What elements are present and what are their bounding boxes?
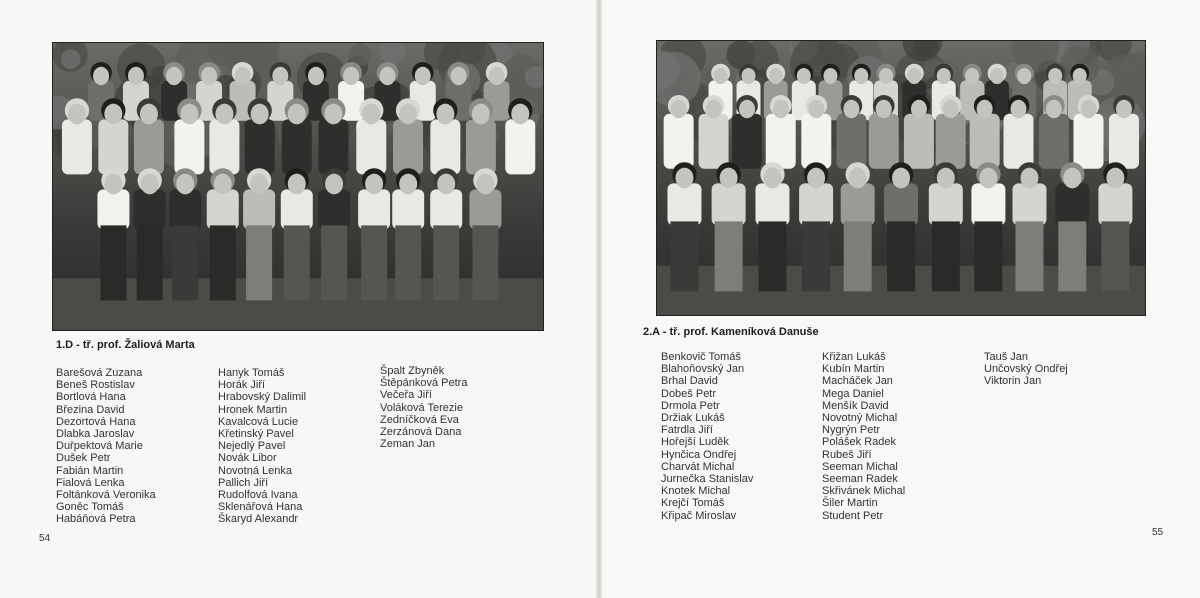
person-body bbox=[664, 114, 694, 169]
student-name: Sklenářová Hana bbox=[218, 501, 303, 514]
student-name: Nygrýn Petr bbox=[822, 424, 881, 437]
person-face bbox=[1017, 68, 1031, 84]
person-body bbox=[884, 183, 918, 225]
student-name: Jurnečka Stanislav bbox=[661, 473, 754, 486]
person-face bbox=[671, 100, 687, 118]
person-legs bbox=[802, 221, 830, 291]
person-face bbox=[714, 68, 728, 84]
person-face bbox=[437, 174, 455, 195]
person-face bbox=[365, 174, 383, 195]
student-name: Rubeš Jiří bbox=[822, 448, 872, 461]
student-name: Brhal David bbox=[661, 375, 718, 388]
person-legs bbox=[1015, 221, 1043, 291]
student-name: Viktorin Jan bbox=[984, 375, 1042, 388]
person-face bbox=[937, 168, 955, 189]
student-name: Škaryd Alexandr bbox=[218, 513, 299, 526]
person-body bbox=[904, 114, 934, 169]
student-name: Krejčí Tomáš bbox=[661, 497, 725, 510]
name-column-2 bbox=[822, 351, 905, 522]
person-body bbox=[62, 119, 92, 174]
person-legs bbox=[887, 221, 915, 291]
student-name: Bortlová Hana bbox=[56, 391, 126, 404]
person-face bbox=[675, 168, 693, 189]
person-body bbox=[1098, 183, 1132, 225]
person-face bbox=[1046, 100, 1062, 118]
person-face bbox=[176, 174, 194, 195]
person-body bbox=[836, 114, 866, 169]
student-name: Nejedlý Pavel bbox=[218, 440, 286, 453]
student-name: Fatrdla Jiří bbox=[661, 424, 713, 437]
student-name: Zeman Jan bbox=[380, 438, 436, 451]
person-face bbox=[288, 174, 306, 195]
student-name: Mega Daniel bbox=[822, 387, 884, 400]
person-face bbox=[93, 67, 109, 85]
student-name: Skřivánek Michal bbox=[822, 485, 906, 498]
name-column-2 bbox=[218, 367, 306, 526]
person-face bbox=[1106, 168, 1124, 189]
person-face bbox=[436, 104, 454, 125]
person-face bbox=[876, 100, 892, 118]
person-body bbox=[801, 114, 831, 169]
name-column-1 bbox=[56, 367, 156, 526]
name-column-3 bbox=[984, 351, 1068, 388]
person-body bbox=[243, 189, 275, 229]
student-name: Zerzánová Dana bbox=[380, 426, 462, 439]
person-face bbox=[399, 174, 417, 195]
student-name: Šiler Martin bbox=[822, 497, 878, 510]
student-name: Dlabka Jaroslav bbox=[56, 428, 135, 441]
person-face bbox=[68, 104, 86, 125]
person-face bbox=[324, 104, 342, 125]
person-face bbox=[943, 100, 959, 118]
student-name: Student Petr bbox=[822, 509, 884, 522]
student-name: Unčovský Ondřej bbox=[984, 363, 1068, 376]
student-name: Knotek Michal bbox=[661, 485, 731, 498]
person-legs bbox=[974, 221, 1002, 291]
student-name: Novotná Lenka bbox=[218, 464, 292, 477]
person-legs bbox=[670, 221, 698, 291]
person-face bbox=[215, 104, 233, 125]
student-name: Špalt Zbyněk bbox=[380, 365, 445, 377]
person-face bbox=[1010, 100, 1026, 118]
person-face bbox=[250, 174, 268, 195]
person-face bbox=[343, 67, 359, 85]
person-face bbox=[180, 104, 198, 125]
class-photo-2a bbox=[656, 40, 1146, 316]
person-face bbox=[849, 168, 867, 189]
person-face bbox=[1048, 68, 1062, 84]
person-body bbox=[929, 183, 963, 225]
person-face bbox=[511, 104, 529, 125]
person-body bbox=[358, 189, 390, 229]
person-body bbox=[430, 119, 460, 174]
person-legs bbox=[932, 221, 960, 291]
person-legs bbox=[284, 225, 310, 300]
left-page bbox=[0, 0, 598, 598]
student-name: Goněc Tomáš bbox=[56, 501, 124, 514]
person-face bbox=[415, 67, 431, 85]
person-body bbox=[318, 189, 350, 229]
class-caption-1d: 1.D - tř. prof. Žaliová Marta bbox=[56, 339, 195, 351]
person-legs bbox=[1058, 221, 1086, 291]
person-face bbox=[379, 67, 395, 85]
person-face bbox=[797, 68, 811, 84]
person-face bbox=[141, 174, 159, 195]
person-body bbox=[841, 183, 875, 225]
person-face bbox=[166, 67, 182, 85]
student-name: Držiak Lukáš bbox=[661, 412, 725, 425]
person-body bbox=[430, 189, 462, 229]
class-photo-1d bbox=[52, 42, 544, 331]
person-face bbox=[807, 168, 825, 189]
class-photo-1d-image bbox=[53, 43, 543, 330]
person-body bbox=[766, 114, 796, 169]
student-name: Tauš Jan bbox=[984, 351, 1029, 363]
page-number-right: 55 bbox=[1152, 527, 1164, 538]
person-body bbox=[245, 119, 275, 174]
person-body bbox=[936, 114, 966, 169]
person-face bbox=[128, 67, 144, 85]
student-name: Fabián Martin bbox=[56, 464, 124, 477]
person-face bbox=[706, 100, 722, 118]
student-name: Macháček Jan bbox=[822, 375, 893, 388]
person-legs bbox=[472, 225, 498, 300]
person-body bbox=[281, 189, 313, 229]
person-legs bbox=[172, 225, 198, 300]
person-face bbox=[769, 68, 783, 84]
page-number-left: 54 bbox=[39, 533, 51, 544]
person-face bbox=[451, 67, 467, 85]
person-body bbox=[318, 119, 348, 174]
person-legs bbox=[395, 225, 421, 300]
person-face bbox=[1020, 168, 1038, 189]
person-legs bbox=[361, 225, 387, 300]
person-face bbox=[892, 168, 910, 189]
person-body bbox=[1073, 114, 1103, 169]
person-legs bbox=[100, 225, 126, 300]
person-face bbox=[911, 100, 927, 118]
class-photo-2a-image bbox=[657, 41, 1145, 315]
student-name: Fialová Lenka bbox=[56, 476, 125, 489]
person-body bbox=[282, 119, 312, 174]
person-face bbox=[476, 174, 494, 195]
person-legs bbox=[1101, 221, 1129, 291]
person-body bbox=[469, 189, 501, 229]
person-body bbox=[971, 183, 1005, 225]
person-body bbox=[732, 114, 762, 169]
person-face bbox=[472, 104, 490, 125]
foliage-blob bbox=[61, 49, 81, 69]
person-body bbox=[209, 119, 239, 174]
student-name: Menšík David bbox=[822, 399, 889, 412]
person-body bbox=[97, 189, 129, 229]
student-name: Křižan Lukáš bbox=[822, 351, 886, 363]
person-body bbox=[392, 189, 424, 229]
student-name: Polášek Radek bbox=[822, 436, 896, 449]
student-name: Novák Libor bbox=[218, 452, 277, 465]
student-name: Kavalcová Lucie bbox=[218, 415, 299, 428]
person-body bbox=[134, 189, 166, 229]
person-face bbox=[140, 104, 158, 125]
person-body bbox=[356, 119, 386, 174]
student-name: Hořejší Luděk bbox=[661, 436, 729, 449]
person-face bbox=[201, 67, 217, 85]
student-name: Pallich Jiří bbox=[218, 476, 269, 489]
student-name: Hanyk Tomáš bbox=[218, 367, 285, 379]
student-name: Dobeš Petr bbox=[661, 387, 717, 400]
student-name: Hynčica Ondřej bbox=[661, 448, 737, 461]
person-face bbox=[214, 174, 232, 195]
person-legs bbox=[246, 225, 272, 300]
person-body bbox=[98, 119, 128, 174]
person-face bbox=[308, 67, 324, 85]
student-name: Blahoňovský Jan bbox=[661, 363, 745, 376]
student-name: Zedníčková Eva bbox=[380, 413, 459, 426]
person-face bbox=[977, 100, 993, 118]
person-body bbox=[134, 119, 164, 174]
student-name: Hronek Martin bbox=[218, 403, 288, 416]
student-name: Kubín Martin bbox=[822, 363, 885, 376]
student-name: Novotný Michal bbox=[822, 412, 898, 425]
person-face bbox=[272, 67, 288, 85]
student-name: Křipač Miroslav bbox=[661, 509, 737, 522]
person-face bbox=[1063, 168, 1081, 189]
person-face bbox=[879, 68, 893, 84]
person-face bbox=[489, 67, 505, 85]
person-face bbox=[979, 168, 997, 189]
person-face bbox=[843, 100, 859, 118]
person-body bbox=[970, 114, 1000, 169]
person-face bbox=[739, 100, 755, 118]
student-name: Dezortová Hana bbox=[56, 415, 136, 428]
student-name: Seeman Michal bbox=[822, 460, 898, 473]
student-name: Horák Jiří bbox=[218, 379, 266, 392]
person-body bbox=[699, 114, 729, 169]
name-column-3 bbox=[380, 365, 467, 450]
person-body bbox=[869, 114, 899, 169]
person-body bbox=[667, 183, 701, 225]
name-column-1 bbox=[661, 351, 753, 522]
student-name: Foltánková Veronika bbox=[56, 489, 156, 502]
person-face bbox=[720, 168, 738, 189]
person-legs bbox=[137, 225, 163, 300]
person-body bbox=[207, 189, 239, 229]
person-face bbox=[808, 100, 824, 118]
class-caption-2a: 2.A - tř. prof. Kameníková Danuše bbox=[643, 326, 819, 338]
person-face bbox=[1080, 100, 1096, 118]
student-name: Rudolfová Ivana bbox=[218, 489, 298, 502]
student-name: Březina David bbox=[56, 403, 125, 416]
student-name: Habáňová Petra bbox=[56, 513, 136, 526]
person-face bbox=[854, 68, 868, 84]
person-face bbox=[990, 68, 1004, 84]
person-body bbox=[1003, 114, 1033, 169]
person-face bbox=[965, 68, 979, 84]
person-legs bbox=[844, 221, 872, 291]
student-name: Štěpánková Petra bbox=[380, 377, 468, 390]
student-name: Drmola Petr bbox=[661, 399, 720, 412]
person-body bbox=[174, 119, 204, 174]
person-face bbox=[362, 104, 380, 125]
person-face bbox=[773, 100, 789, 118]
person-legs bbox=[210, 225, 236, 300]
person-body bbox=[712, 183, 746, 225]
person-legs bbox=[715, 221, 743, 291]
student-name: Voláková Terezie bbox=[380, 401, 463, 414]
person-face bbox=[742, 68, 756, 84]
student-name: Dušek Petr bbox=[56, 452, 111, 465]
person-face bbox=[907, 68, 921, 84]
person-body bbox=[1055, 183, 1089, 225]
person-body bbox=[799, 183, 833, 225]
student-name: Beneš Rostislav bbox=[56, 379, 135, 392]
person-legs bbox=[433, 225, 459, 300]
student-name: Křetinský Pavel bbox=[218, 428, 294, 441]
person-body bbox=[755, 183, 789, 225]
student-name: Seeman Radek bbox=[822, 473, 898, 486]
person-body bbox=[505, 119, 535, 174]
person-body bbox=[466, 119, 496, 174]
person-face bbox=[1073, 68, 1087, 84]
person-body bbox=[1012, 183, 1046, 225]
person-face bbox=[104, 104, 122, 125]
person-face bbox=[763, 168, 781, 189]
person-body bbox=[1039, 114, 1069, 169]
student-name: Duřpektová Marie bbox=[56, 440, 143, 453]
student-name: Večeřa Jiří bbox=[380, 389, 432, 402]
person-legs bbox=[758, 221, 786, 291]
person-body bbox=[393, 119, 423, 174]
person-body bbox=[169, 189, 201, 229]
person-face bbox=[325, 174, 343, 195]
person-legs bbox=[321, 225, 347, 300]
student-name: Barešová Zuzana bbox=[56, 367, 143, 379]
person-face bbox=[1116, 100, 1132, 118]
student-name: Hrabovský Dalimil bbox=[218, 391, 307, 404]
person-face bbox=[251, 104, 269, 125]
student-name: Benkovič Tomáš bbox=[661, 351, 741, 363]
person-face bbox=[937, 68, 951, 84]
person-face bbox=[823, 68, 837, 84]
person-face bbox=[235, 67, 251, 85]
person-body bbox=[1109, 114, 1139, 169]
student-name: Charvát Michal bbox=[661, 460, 735, 473]
person-face bbox=[399, 104, 417, 125]
person-face bbox=[288, 104, 306, 125]
person-face bbox=[104, 174, 122, 195]
